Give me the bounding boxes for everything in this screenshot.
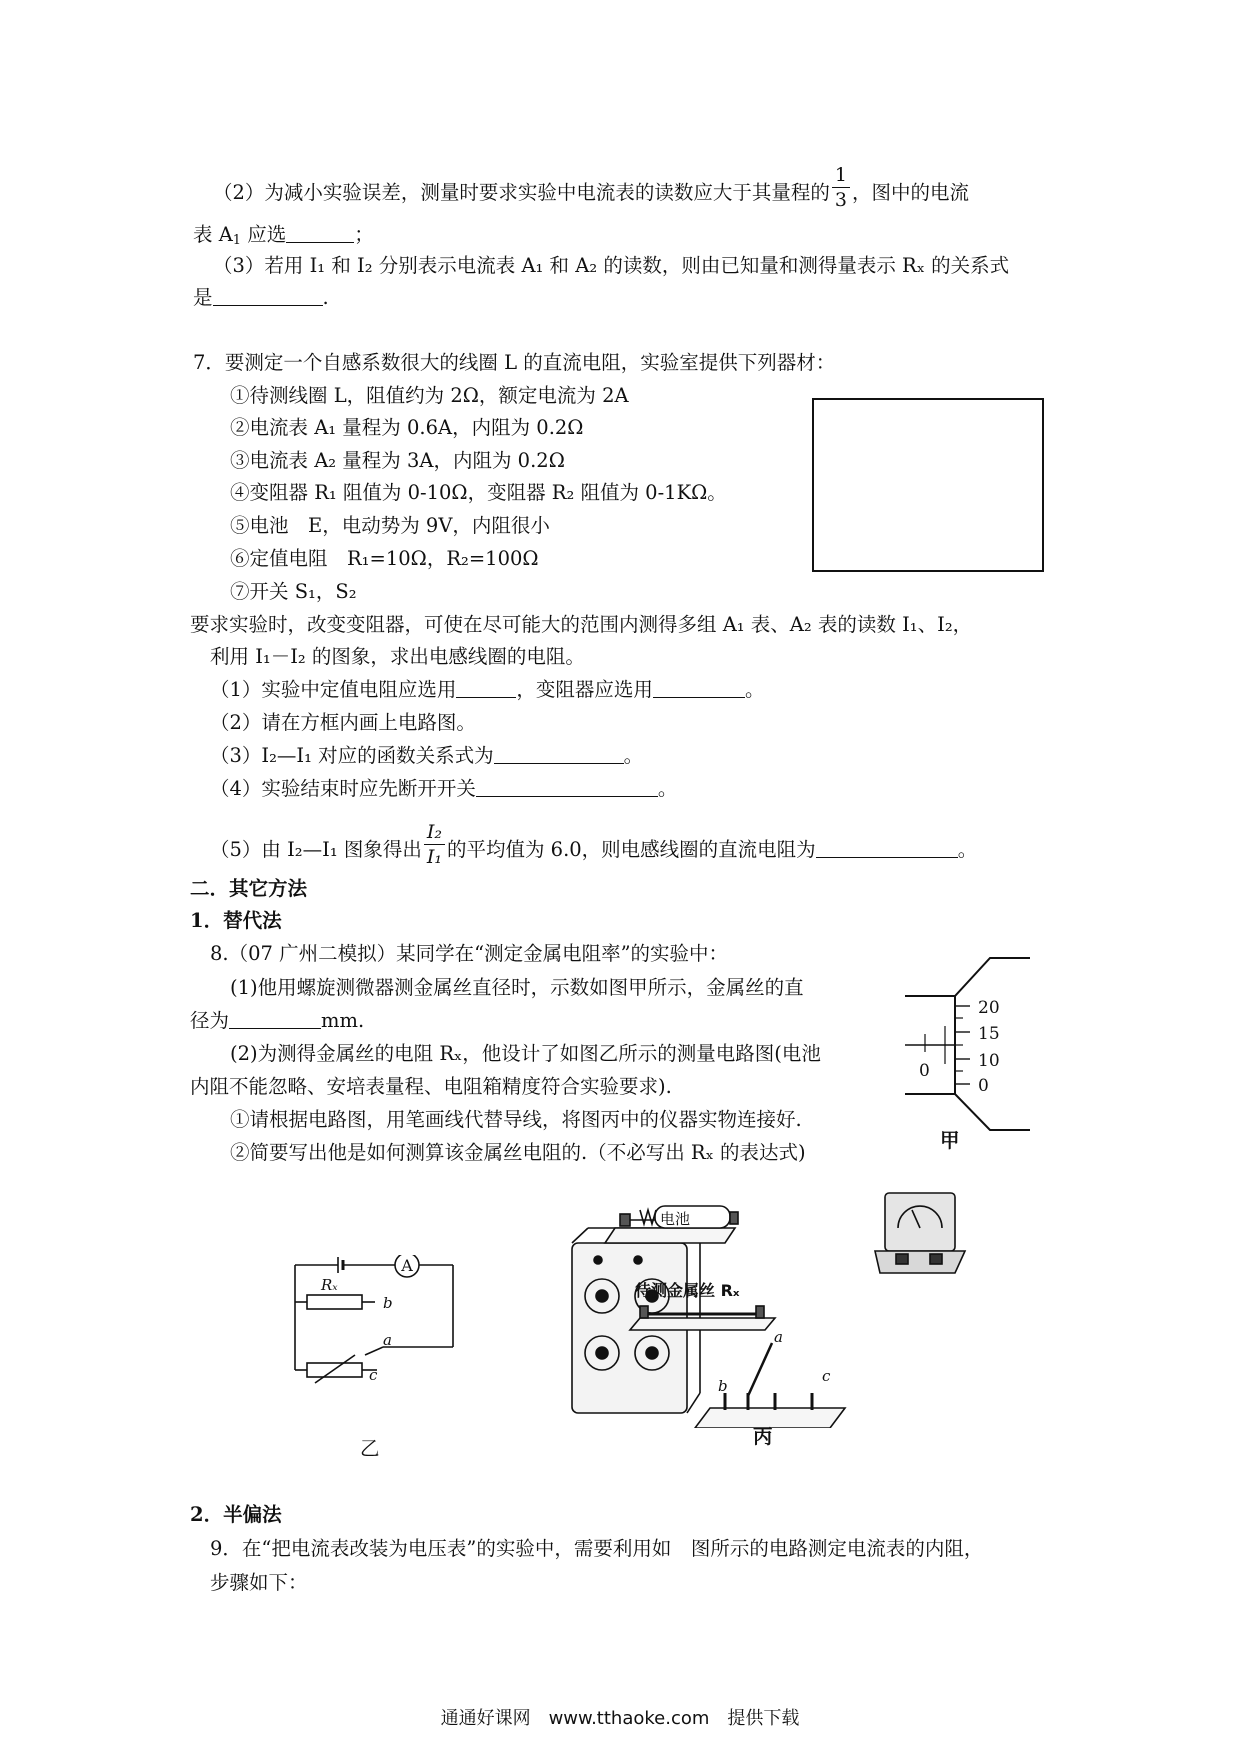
q6-part3-text: 是	[193, 286, 213, 309]
q6-semicolon: ；	[354, 223, 374, 246]
q8-p1-text: 径为	[190, 1009, 230, 1032]
subsection-half-deflection: 2．半偏法	[190, 1503, 282, 1526]
q6-period: .	[322, 286, 329, 309]
subsection-substitution: 1．替代法	[190, 909, 282, 932]
q6-part2-line2	[193, 222, 374, 254]
tick-label-10: 10	[978, 1051, 1000, 1071]
q7-stem: 7．要测定一个自感系数很大的线圈 L 的直流电阻，实验室提供下列器材：	[193, 351, 836, 374]
q8-part2-line2: 内阻不能忽略、安培表量程、电阻箱精度符合实验要求).	[190, 1075, 672, 1098]
q7-item-5: ⑤电池 E，电动势为 9V，内阻很小	[230, 514, 550, 537]
frac-den: 3	[834, 189, 848, 211]
q6-part2-text-b: ，图中的电流	[852, 181, 970, 204]
tick-label-20: 20	[978, 998, 1000, 1018]
terminal-b-label: b	[383, 1294, 393, 1312]
answer-blank[interactable]	[494, 743, 624, 764]
terminal-a-label: a	[383, 1331, 392, 1349]
q7-p3-end: 。	[623, 744, 644, 767]
q7-requirement-1: 要求实验时，改变变阻器，可使在尽可能大的范围内测得多组 A₁ 表、A₂ 表的读数 I₁、I₂，	[190, 613, 973, 636]
ammeter-symbol-label: A	[401, 1256, 413, 1275]
switch-b-label: b	[718, 1377, 728, 1395]
page-footer: 通通好课网 www.tthaoke.com 提供下载	[440, 1708, 800, 1729]
q6-a1-sub: 1	[232, 233, 242, 248]
frac-num: I₂	[424, 820, 445, 845]
circuit-diagram-yi	[285, 1255, 475, 1385]
q6-part3-line2	[193, 285, 329, 311]
q7-item-4: ④变阻器 R₁ 阻值为 0-10Ω，变阻器 R₂ 阻值为 0-1KΩ。	[230, 481, 727, 504]
q7-item-3: ③电流表 A₂ 量程为 3A，内阻为 0.2Ω	[230, 449, 565, 472]
rx-label: Rₓ	[321, 1276, 338, 1294]
q7-part5	[210, 821, 978, 875]
switch-c-label: c	[822, 1367, 831, 1385]
frac-den: I₁	[426, 846, 442, 868]
section-title: 二．其它方法	[190, 877, 308, 900]
q8-part1-line1: (1)他用螺旋测微器测金属丝直径时，示数如图甲所示，金属丝的直	[230, 976, 804, 999]
q7-p3-text: （3）I₂—I₁ 对应的函数关系式为	[210, 744, 494, 767]
tick-label-0: 0	[978, 1076, 989, 1096]
q7-item-2: ②电流表 A₁ 量程为 0.6A，内阻为 0.2Ω	[230, 416, 584, 439]
answer-blank[interactable]	[653, 677, 745, 698]
q6-part3-line1: （3）若用 I₁ 和 I₂ 分别表示电流表 A₁ 和 A₂ 的读数，则由已知量和测得量表示 Rₓ 的关系式	[213, 254, 1010, 277]
main-scale-zero: 0	[919, 1061, 930, 1081]
terminal-c-label: c	[369, 1366, 378, 1384]
apparatus-figure-bing	[560, 1188, 970, 1428]
answer-blank[interactable]	[286, 222, 354, 243]
figure-caption-bing: 丙	[753, 1425, 773, 1448]
q7-p1-text-a: （1）实验中定值电阻应选用	[210, 678, 457, 701]
q8-part2-line1: (2)为测得金属丝的电阻 Rₓ，他设计了如图乙所示的测量电路图(电池	[230, 1042, 821, 1065]
q7-p4-text: （4）实验结束时应先断开开关	[210, 777, 476, 800]
q7-p5-end: 。	[957, 838, 978, 861]
q7-part1	[210, 677, 764, 703]
q7-p1-text-c: 。	[744, 678, 765, 701]
figure-caption-yi: 乙	[360, 1437, 380, 1460]
q7-item-6: ⑥定值电阻 R₁=10Ω，R₂=100Ω	[230, 547, 539, 570]
q6-a1-label: 表 A	[193, 223, 233, 246]
tick-label-15: 15	[978, 1024, 1000, 1044]
battery-label: 电池	[659, 1210, 691, 1228]
q8-unit: mm.	[321, 1009, 365, 1032]
micrometer-figure	[900, 946, 1040, 1146]
q7-part2: （2）请在方框内画上电路图。	[210, 711, 476, 734]
q8-instruction-2: ②简要写出他是如何测算该金属丝电阻的.（不必写出 Rₓ 的表达式)	[230, 1141, 806, 1164]
q7-p4-end: 。	[657, 777, 678, 800]
fraction-i2-over-i1	[424, 820, 445, 869]
answer-blank[interactable]	[229, 1008, 321, 1029]
q8-instruction-1: ①请根据电路图，用笔画线代替导线，将图丙中的仪器实物连接好.	[230, 1108, 802, 1131]
q7-p5-text-a: （5）由 I₂—I₁ 图象得出	[210, 838, 422, 861]
q6-select-text: 应选	[241, 223, 287, 246]
answer-blank[interactable]	[816, 837, 958, 858]
q7-item-7: ⑦开关 S₁，S₂	[230, 580, 357, 603]
switch-a-label: a	[774, 1328, 783, 1346]
meter-device	[875, 1193, 965, 1273]
q9-line1: 9．在“把电流表改装为电压表”的实验中，需要利用如 图所示的电路测定电流表的内阻，	[210, 1537, 984, 1560]
frac-num: 1	[832, 163, 850, 188]
circuit-drawing-box[interactable]	[812, 398, 1044, 572]
q7-part4	[210, 776, 677, 802]
q9-line2: 步骤如下：	[210, 1571, 308, 1594]
metal-wire-label: 待测金属丝 Rₓ	[635, 1281, 740, 1300]
q7-p1-text-b: ，变阻器应选用	[516, 678, 653, 701]
q7-item-1: ①待测线圈 L，阻值约为 2Ω，额定电流为 2A	[230, 384, 629, 407]
answer-blank[interactable]	[476, 776, 658, 797]
q8-part1-line2	[190, 1008, 364, 1034]
answer-blank[interactable]	[213, 285, 323, 306]
answer-blank[interactable]	[456, 677, 516, 698]
figure-caption-jia: 甲	[940, 1129, 960, 1152]
q7-requirement-2: 利用 I₁－I₂ 的图象，求出电感线圈的电阻。	[210, 645, 585, 668]
q7-part3	[210, 743, 643, 769]
fraction-one-third	[832, 163, 850, 212]
q6-part2-line1	[213, 164, 970, 218]
q6-part2-text: （2）为减小实验误差，测量时要求实验中电流表的读数应大于其量程的	[213, 181, 830, 204]
q8-stem: 8.（07 广州二模拟）某同学在“测定金属电阻率”的实验中：	[210, 942, 729, 965]
q7-p5-text-b: 的平均值为 6.0，则电感线圈的直流电阻为	[446, 838, 816, 861]
